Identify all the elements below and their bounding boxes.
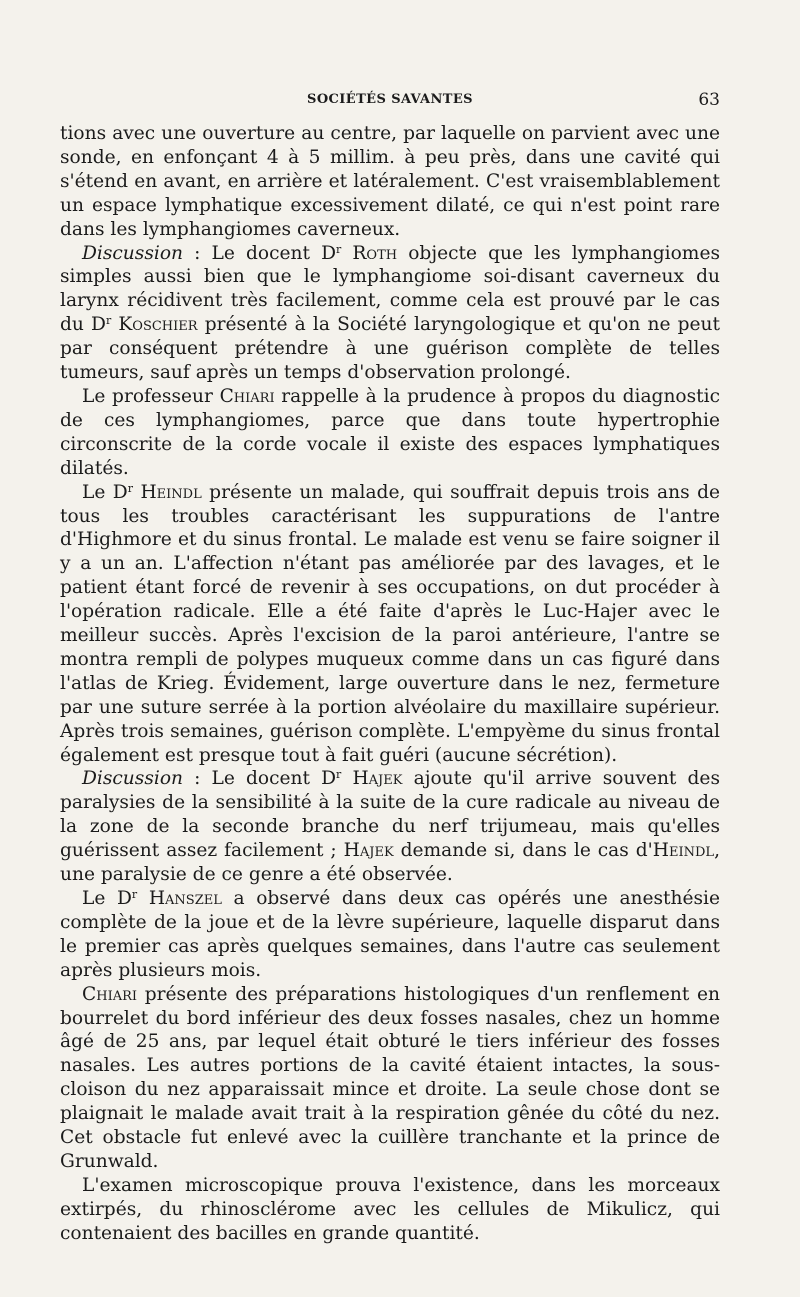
person-name: Roth — [352, 242, 398, 264]
person-name: Koschier — [118, 314, 198, 336]
article-body — [60, 122, 720, 1246]
text-span: présente des préparations histologiques d'un renflement en bourrelet du bord inférieur des deux fosses nasales, chez un homme âgé de 25 ans, par lequel était obturé le tiers inférieur des fosses nasales. Les autres portions de la cavité étaient intactes, la sous-cloison du nez apparaissait mince et droite. La seule chose dont se plaignait le malade avait trait à la respiration gênée du côté du nez. Cet obstacle fut enlevé avec la cuillère tranchante et la prince de Grunwald. — [60, 983, 720, 1172]
text-span: : Le docent D — [183, 242, 337, 264]
discussion-label: Discussion — [82, 768, 183, 790]
text-span: Le D — [82, 481, 128, 503]
text-span: ajoute qu'il arrive souvent des paralysies de la sensibilité à la suite de la cure radicale au niveau de la zone de la seconde branche du nerf trijumeau, mais qu'elles guérissent assez facilement ; — [60, 768, 720, 862]
discussion-label: Discussion — [82, 242, 183, 264]
paragraph-text: tions avec une ouverture au centre, par laquelle on parvient avec une sonde, en enfonçant 4 à 5 millim. à peu près, dans une cavité qui s'étend en avant, en arrière et latéralement. C'est vraisemblablement un espace lymphatique excessivement dilaté, ce qui n'est point rare dans les lymphangiomes caverneux. — [60, 123, 720, 240]
paragraph-chiari-preparations — [60, 983, 720, 1174]
person-name: Hajek — [352, 768, 403, 790]
text-span: objecte que les lymphangiomes simples aussi bien que le lymphangiome soi-disant caverneux du larynx récidivent très facilement, comme cela est prouvé par le cas du D — [60, 242, 720, 336]
paragraph-microscopic-exam — [60, 1174, 720, 1246]
superscript: r — [127, 481, 133, 495]
superscript: r — [131, 888, 138, 901]
paragraph-text: L'examen microscopique prouva l'existence, dans les morceaux extirpés, du rhinosclérome avec les cellules de Mikulicz, qui contenaient des bacilles en grande quantité. — [60, 1174, 720, 1244]
person-name: Chiari — [82, 983, 138, 1005]
person-name: Heindl — [652, 840, 715, 862]
superscript: r — [105, 314, 112, 328]
text-span: , une paralysie de ce genre a été observée. — [60, 840, 720, 886]
text-span: Le D — [82, 888, 132, 909]
superscript: r — [336, 768, 342, 782]
person-name: Hanszel — [148, 888, 222, 909]
person-name: Heindl — [140, 481, 202, 503]
text-span: a observé dans deux cas opérés une anesthésie complète de la joue et de la lèvre supérieure, laquelle disparut dans le premier cas après quelques semaines, dans l'autre cas seulement après plusieurs mois. — [60, 888, 720, 981]
paragraph-discussion-roth — [60, 242, 720, 385]
document-page — [60, 0, 720, 1297]
paragraph-continuation — [60, 122, 720, 242]
superscript: r — [336, 242, 342, 256]
text-span: présenté à la Société laryngologique et qu'on ne peut par conséquent prétendre à une guérison complète de telles tumeurs, sauf après un temps d'observation prolongé. — [60, 314, 720, 384]
text-span: Le professeur — [82, 385, 220, 407]
paragraph-hanszel — [60, 887, 720, 983]
text-span: présente un malade, qui souffrait depuis trois ans de tous les troubles caractérisant les suppurations de l'antre d'Highmore et du sinus frontal. Le malade est venu se faire soigner il y a un an. L'affection n'étant pas améliorée par des lavages, et le patient étant forcé de revenir à ses occupations, on dut procéder à l'opération radicale. Elle a été faite d'après le Luc-Hajer avec le meilleur succès. Après l'excision de la paroi antérieure, l'antre se montra rempli de polypes muqueux comme dans un cas figuré dans l'atlas de Krieg. Évidement, large ouverture dans le nez, fermeture par une suture serrée à la portion alvéolaire du maxillaire supérieur. Après trois semaines, guérison complète. L'empyème du sinus frontal également est presque tout à fait guéri (aucune sécrétion). — [60, 481, 721, 766]
page-number: 63 — [698, 90, 720, 110]
running-head — [60, 92, 720, 114]
text-span: demande si, dans le cas d' — [393, 840, 653, 862]
text-span: : Le docent D — [183, 768, 337, 790]
person-name: Hajek — [343, 840, 394, 862]
person-name: Chiari — [219, 385, 275, 407]
text-span: rappelle à la prudence à propos du diagnostic de ces lymphangiomes, parce que dans toute hypertrophie circonscrite de la corde vocale il existe des espaces lymphatiques dilatés. — [60, 385, 720, 479]
paragraph-discussion-hajek — [60, 767, 720, 887]
paragraph-chiari-diagnostic — [60, 385, 720, 481]
running-title: SOCIÉTÉS SAVANTES — [307, 92, 473, 107]
paragraph-heindl-case — [60, 481, 720, 768]
